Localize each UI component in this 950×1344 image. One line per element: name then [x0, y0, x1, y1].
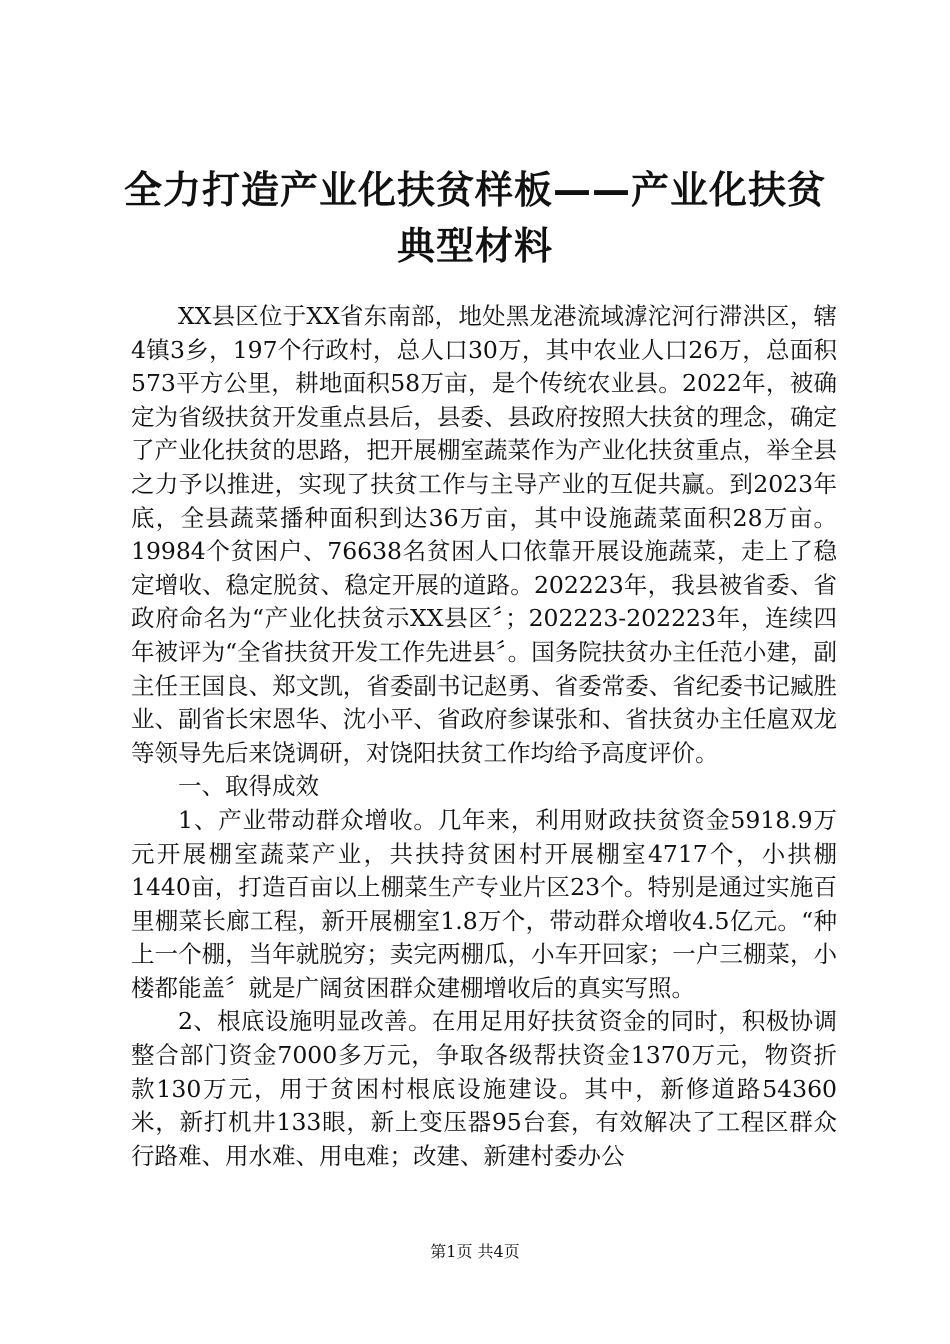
document-body: [131, 300, 837, 1173]
paragraph-infrastructure: 2、根底设施明显改善。在用足用好扶贫资金的同时，积极协调整合部门资金7000多万元，争取各级帮扶资金1370万元，物资折款130万元，用于贫困村根底设施建设。其中，新修道路54360米，新打机井133眼，新上变压器95台套，有效解决了工程区群众行路难、用水难、用电难；改建、新建村委办公: [131, 1007, 837, 1170]
paragraph-industry-income: 1、产业带动群众增收。几年来，利用财政扶贫资金5918.9万元开展棚室蔬菜产业，共扶持贫困村开展棚室4717个，小拱棚1440亩，打造百亩以上棚菜生产专业片区23个。特别是通过实施百里棚菜长廊工程，新开展棚室1.8万个，带动群众增收4.5亿元。“种上一个棚，当年就脱穷；卖完两棚瓜，小车开回家；一户三棚菜，小楼都能盖〞就是广阔贫困群众建棚增收后的真实写照。: [131, 805, 837, 1002]
page-footer: 第1页 共4页: [430, 1242, 520, 1261]
section-heading-results: 一、取得成效: [178, 772, 319, 801]
paragraph-intro: XX县区位于XX省东南部，地处黑龙港流域滹沱河行滞洪区，辖4镇3乡，197个行政村，总人口30万，其中农业人口26万，总面积573平方公里，耕地面积58万亩，是个传统农业县。2022年，被确定为省级扶贫开发重点县后，县委、县政府按照大扶贫的理念，确定了产业化扶贫的思路，把开展棚室蔬菜作为产业化扶贫重点，举全县之力予以推进，实现了扶贫工作与主导产业的互促共赢。到2023年底，全县蔬菜播种面积到达36万亩，其中设施蔬菜面积28万亩。19984个贫困户、76638名贫困人口依靠开展设施蔬菜，走上了稳定增收、稳定脱贫、稳定开展的道路。202223年，我县被省委、省政府命名为“产业化扶贫示XX县区〞；202223-202223年，连续四年被评为“全省扶贫开发工作先进县〞。国务院扶贫办主任范小建，副主任王国良、郑文凯，省委副书记赵勇、省委常委、省纪委书记臧胜业、副省长宋恩华、沈小平、省政府参谋张和、省扶贫办主任扈双龙等领导先后来饶调研，对饶阳扶贫工作均给予高度评价。: [131, 302, 837, 767]
document-title: 全力打造产业化扶贫样板——产业化扶贫典型材料: [123, 168, 826, 268]
